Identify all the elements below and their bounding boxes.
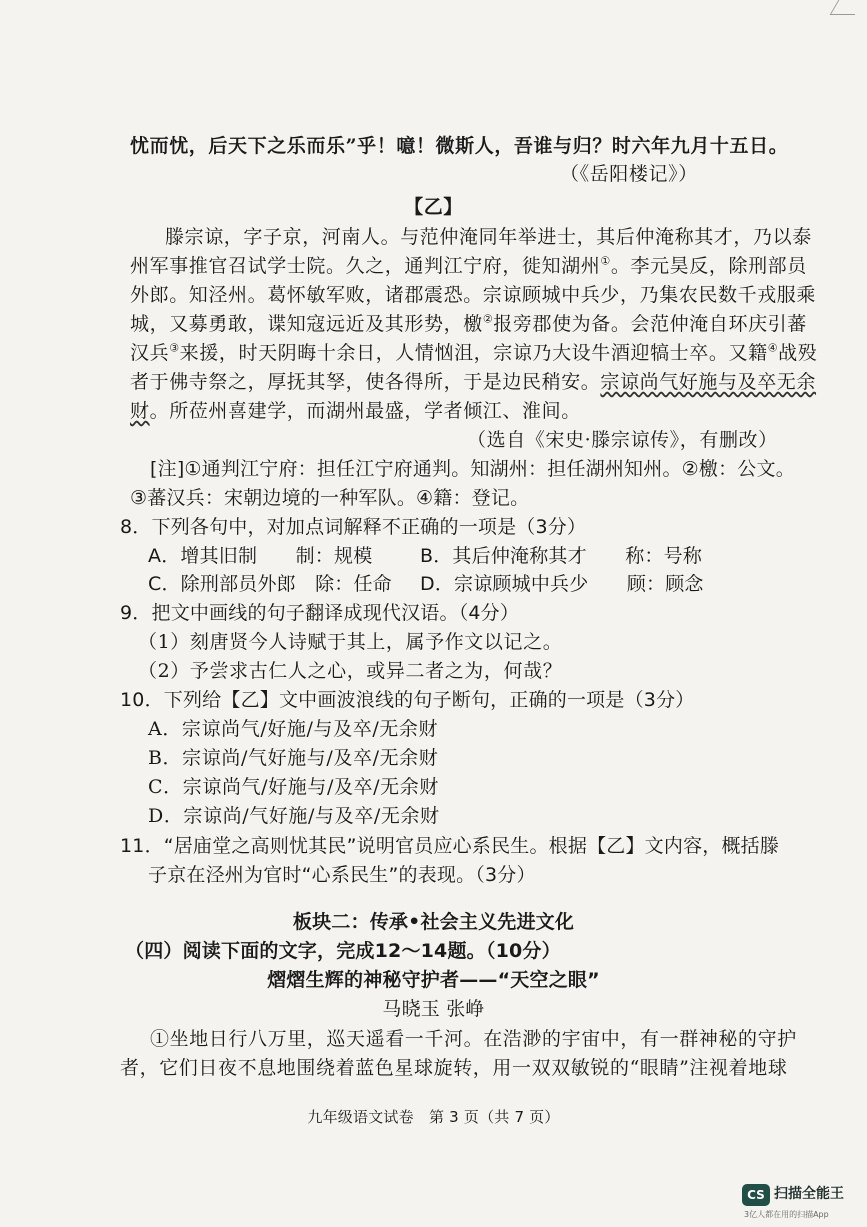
page-footer: 九年级语文试卷 第 3 页（共 7 页） <box>307 1108 560 1126</box>
option-8a: A．增其旧制 制：规模 <box>148 545 373 567</box>
text-span: 战殁 <box>778 342 818 364</box>
section-heading-yi: 【乙】 <box>404 196 463 218</box>
article-authors: 马晓玉 张峥 <box>382 998 485 1020</box>
wavy-underlined-sentence: 宗谅尚气好施与及卒无余 <box>600 371 817 393</box>
footnote-marker: ④ <box>767 341 779 355</box>
passage-line: 忧而忧，后天下之乐而乐”乎！噫！微斯人，吾谁与归？时六年九月十五日。 <box>130 135 789 157</box>
passage-line <box>130 341 817 365</box>
camscanner-logo-icon: CS <box>742 1184 770 1206</box>
option-8b: B．其后仲淹称其才 称：号称 <box>420 545 703 567</box>
footnote-marker: ③ <box>169 341 180 355</box>
question-9: 9．把文中画线的句子翻译成现代汉语。（4分） <box>120 602 520 624</box>
option-8d: D．宗谅顾城中兵少 顾：顾念 <box>420 573 704 595</box>
option-10a: A．宗谅尚气/好施/与及卒/无余财 <box>148 718 439 740</box>
question-9-item: （1）刻唐贤今人诗赋于其上，属予作文以记之。 <box>138 631 563 653</box>
passage-line: 外郎。知泾州。葛怀敏军败，诸郡震恐。宗谅顾城中兵少，乃集农民数千戎服乘 <box>130 284 817 306</box>
wavy-underlined-sentence: 财 <box>130 400 150 422</box>
text-span: 。所莅州喜建学，而湖州最盛，学者倾江、淮间。 <box>149 400 581 422</box>
scanner-watermark <box>742 1178 862 1222</box>
reading-instruction: （四）阅读下面的文字，完成12～14题。（10分） <box>125 940 561 962</box>
option-10c: C．宗谅尚气/好施与/及卒/无余财 <box>148 776 439 798</box>
annotation-line: ③蕃汉兵：宋朝边境的一种军队。④籍：登记。 <box>130 487 530 509</box>
passage-source <box>560 162 760 186</box>
text-span: 者于佛寺祭之，厚抚其孥，使各得所，于是边民稍安。 <box>130 371 601 393</box>
page-corner-mark <box>830 0 864 15</box>
footnote-marker: ① <box>600 254 611 268</box>
text-span: 报旁郡使为备。会范仲淹自环庆引蕃 <box>493 313 807 335</box>
footnote-marker: ② <box>482 312 494 326</box>
article-title: 熠熠生辉的神秘守护者——“天空之眼” <box>267 969 600 991</box>
question-11: 11．“居庙堂之高则忧其民”说明官员应心系民生。根据【乙】文内容，概括滕 <box>120 835 780 857</box>
text-span: 来援，时天阴晦十余日，人情忷沮，宗谅乃大设牛酒迎犒士卒。又籍 <box>179 342 768 364</box>
scanner-app-tagline: 3亿人都在用的扫描App <box>744 1210 829 1219</box>
annotation-line: [注]①通判江宁府：担任江宁府通判。知湖州：担任湖州知州。②檄：公文。 <box>150 458 795 480</box>
passage-line <box>130 370 816 394</box>
text-span: 城，又募勇敢，谍知寇远近及其形势，檄 <box>130 313 483 335</box>
question-10: 10．下列给【乙】文中画波浪线的句子断句，正确的一项是（3分） <box>120 689 695 711</box>
question-8: 8．下列各句中，对加点词解释不正确的一项是（3分） <box>120 516 587 538</box>
option-10b: B．宗谅尚/气好施与/及卒/无余财 <box>148 747 439 769</box>
passage-citation: （选自《宋史·滕宗谅传》，有删改） <box>467 429 778 451</box>
text-span: 汉兵 <box>130 342 170 364</box>
passage-line: 滕宗谅，字子京，河南人。与范仲淹同年举进士，其后仲淹称其才，乃以泰 <box>165 226 812 248</box>
question-11-cont: 子京在泾州为官时“心系民生”的表现。（3分） <box>148 864 536 886</box>
option-8c: C．除刑部员外郎 除：任命 <box>148 573 392 595</box>
passage-line <box>130 254 807 278</box>
article-paragraph: ①坐地日行八万里，巡天遥看一千河。在浩渺的宇宙中，有一群神秘的守护 <box>150 1028 797 1050</box>
option-10d: D．宗谅尚/气好施/与及卒/无余财 <box>148 805 440 827</box>
article-paragraph: 者，它们日夜不息地围绕着蓝色星球旋转，用一双双敏锐的“眼睛”注视着地球 <box>120 1057 788 1079</box>
source-text: （《岳阳楼记》） <box>560 163 698 185</box>
passage-line <box>130 399 581 423</box>
scanner-app-name: 扫描全能王 <box>774 1186 844 1202</box>
passage-line <box>130 312 807 336</box>
question-9-item: （2）予尝求古仁人之心，或异二者之为，何哉？ <box>138 660 563 682</box>
text-span: 。李元昊反，除刑部员 <box>610 255 807 277</box>
section-heading-block2: 板块二：传承•社会主义先进文化 <box>292 911 575 933</box>
text-span: 州军事推官召试学士院。久之，通判江宁府，徙知湖州 <box>130 255 601 277</box>
